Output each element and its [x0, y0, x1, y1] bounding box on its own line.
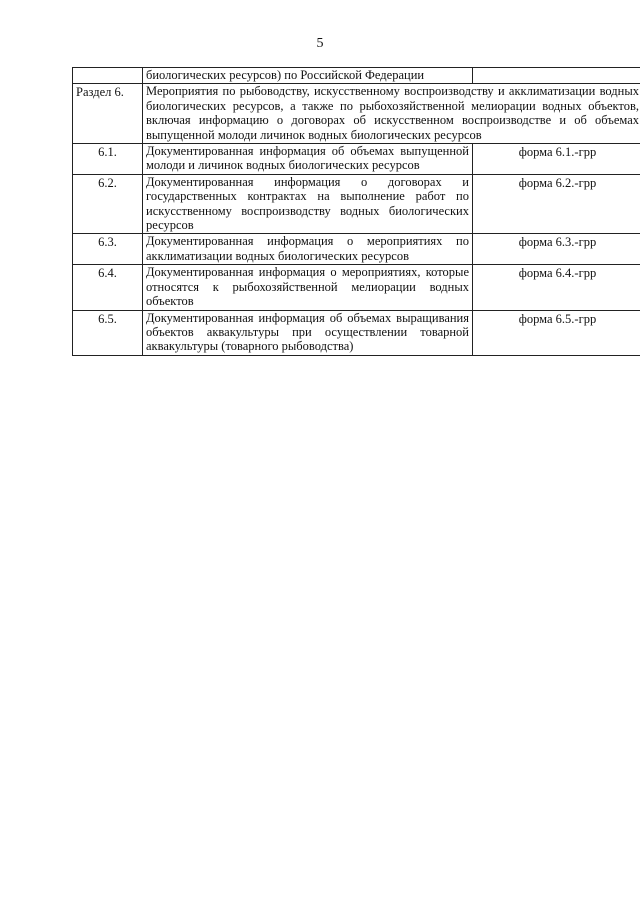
row-number: 6.3.: [73, 234, 143, 265]
table-row: [73, 144, 640, 175]
table-row: [73, 68, 640, 84]
row-form: форма 6.2.-грр: [473, 174, 640, 234]
document-table: [72, 67, 640, 356]
page-number: 5: [316, 36, 324, 51]
row-number: 6.1.: [73, 144, 143, 175]
row-description: Документированная информация о мероприятиях, которые относятся к рыбохозяйственной мелиорации водных объектов: [143, 265, 473, 310]
table-row: [73, 265, 640, 310]
row-number: 6.5.: [73, 310, 143, 355]
row-form: форма 6.5.-грр: [473, 310, 640, 355]
row-number: [73, 68, 143, 84]
row-form: [473, 68, 640, 84]
row-description: Мероприятия по рыбоводству, искусственному воспроизводству и акклиматизации водных биологических ресурсов, а также по рыбохозяйственной мелиорации водных объектов, включая информацию о договорах об искусственном воспроизводстве и об объемах выпущенной молоди личинок водных биологических ресурсов: [143, 84, 640, 144]
row-number: 6.2.: [73, 174, 143, 234]
row-form: форма 6.3.-грр: [473, 234, 640, 265]
table-row: [73, 84, 640, 144]
table-row: [73, 310, 640, 355]
row-description: Документированная информация об объемах выпущенной молоди и личинок водных биологических ресурсов: [143, 144, 473, 175]
row-number: Раздел 6.: [73, 84, 143, 144]
row-description: Документированная информация о мероприятиях по акклиматизации водных биологических ресурсов: [143, 234, 473, 265]
row-description: биологических ресурсов) по Российской Федерации: [143, 68, 473, 84]
row-number: 6.4.: [73, 265, 143, 310]
row-form: форма 6.4.-грр: [473, 265, 640, 310]
row-description: Документированная информация о договорах и государственных контрактах на выполнение работ по искусственному воспроизводству водных биологических ресурсов: [143, 174, 473, 234]
row-form: форма 6.1.-грр: [473, 144, 640, 175]
table-row: [73, 234, 640, 265]
table-row: [73, 174, 640, 234]
row-description: Документированная информация об объемах выращивания объектов аквакультуры при осуществлении товарной аквакультуры (товарного рыбоводства): [143, 310, 473, 355]
